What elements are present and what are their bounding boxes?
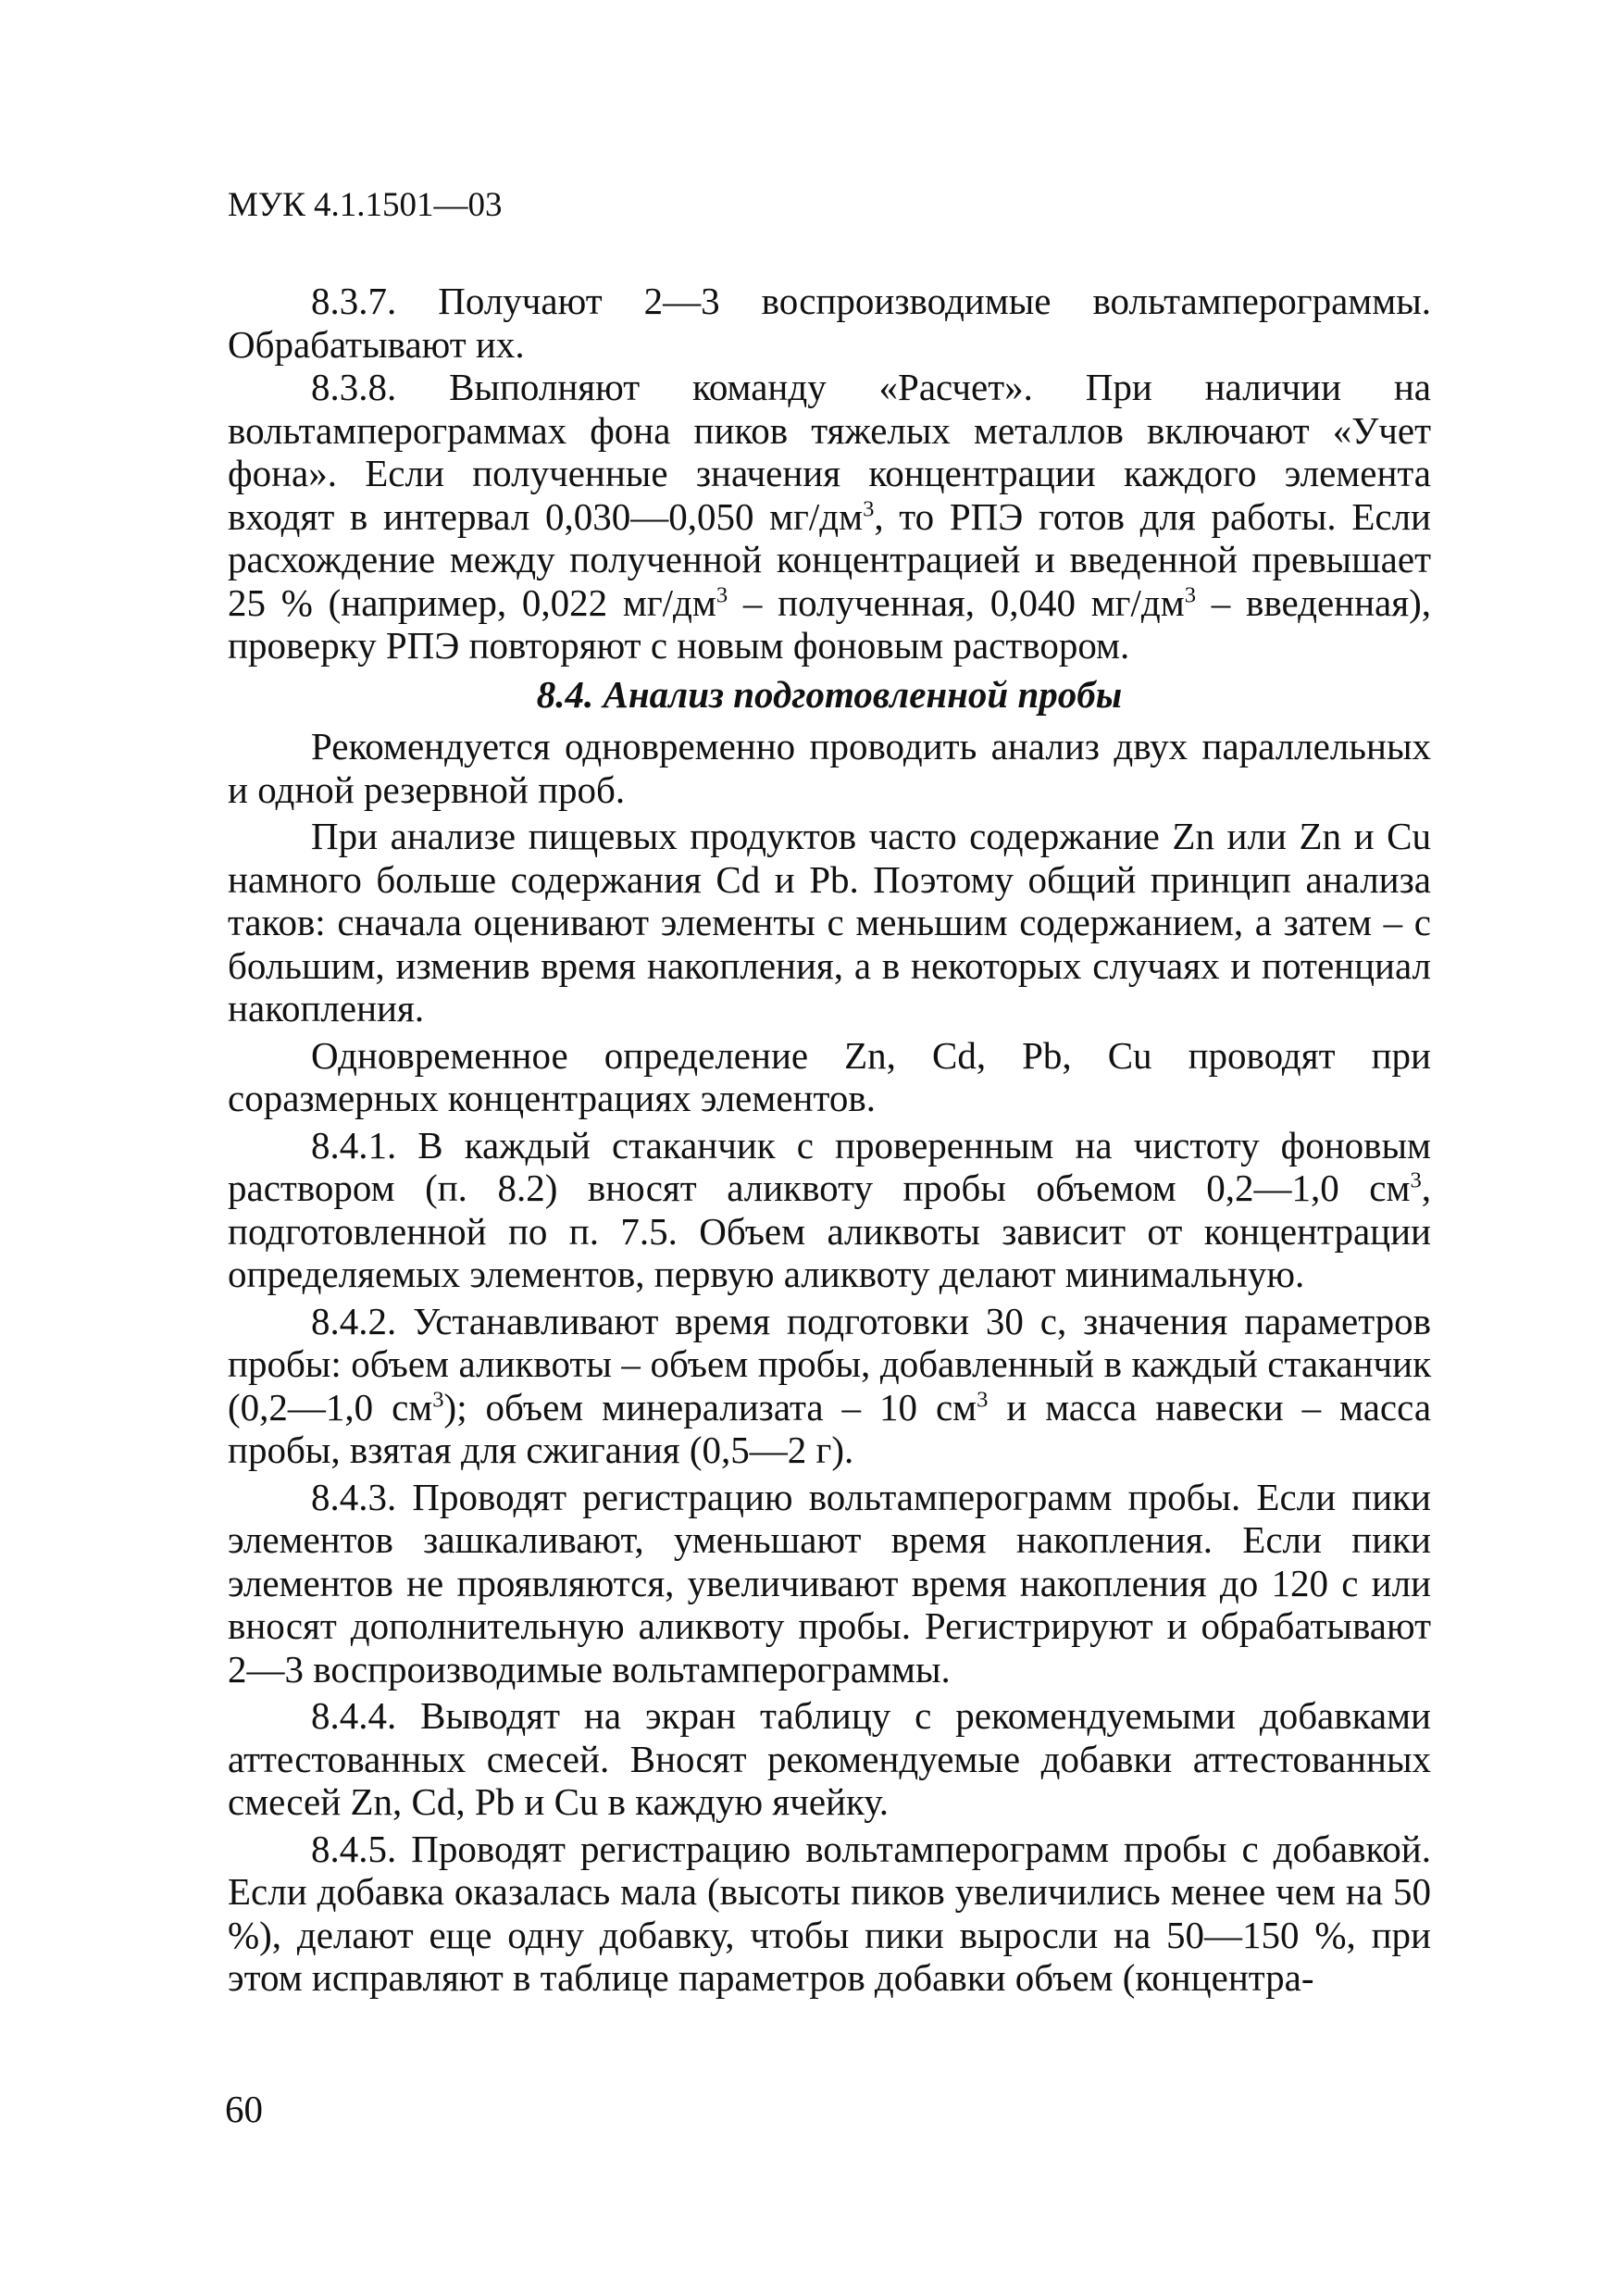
paragraph-8-4-1 [228,1124,1431,1296]
superscript: 3 [432,1386,444,1412]
superscript: 3 [1410,1167,1422,1193]
paragraph-recommendation: Рекомендуется одновременно проводить анализ двух параллельных и одной резервной проб. [228,725,1431,811]
text-run: 8.4.2. Устанавливают время подготовки 30 с, значения параметров пробы: объем аликвоты – объем пробы, добавленный в каждый стаканчик (0,2—1,0 см [228,1299,1431,1429]
page-body [228,185,1431,2000]
running-header: МУК 4.1.1501—03 [228,186,503,224]
text-run: ); объем минерализата – 10 см [443,1385,977,1429]
section-heading: 8.4. Анализ подготовленной пробы [536,672,1123,716]
text-run: и масса навески – масса пробы, взятая для сжигания (0,5—2 г). [228,1385,1432,1471]
superscript: 3 [1184,581,1196,607]
paragraph-8-4-5: 8.4.5. Проводят регистрацию вольтамперограмм пробы с добавкой. Если добавка оказалась мала (высоты пиков увеличились менее чем на 50 %), делают еще одну добавку, чтобы пики выросли на 50—150 %, при этом исправляют в таблице параметров добавки объем (концентра- [228,1827,1431,1999]
text-run: 8.4.1. В каждый стаканчик с проверенным на чистоту фоновым раствором (п. 8.2) вносят аликвоту пробы объемом 0,2—1,0 см [228,1123,1431,1209]
superscript: 3 [716,581,728,607]
superscript: 3 [977,1386,989,1412]
paragraph-8-3-8 [228,366,1431,668]
paragraph-simultaneous: Одновременное определение Zn, Cd, Pb, Cu проводят при соразмерных концентрациях элементов. [228,1033,1431,1119]
text-run: , подготовленной по п. 7.5. Объем аликвоты зависит от концентрации определяемых элементов, первую аликвоту делают минимальную. [228,1167,1431,1295]
text-run: , то РПЭ готов для работы. Если расхождение между полученной концентрацией и введенной превышает 25 % (например, 0,022 мг/дм [228,494,1431,624]
text-run: – введенная), проверку РПЭ повторяют с новым фоновым раствором. [228,580,1432,667]
text-run: 8.3.8. Выполняют команду «Расчет». При наличии на вольтамперограммах фона пиков тяжелых металлов включают «Учет фона». Если полученные значения концентрации каждого элемента входят в интервал 0,030—0,050 мг/дм [228,366,1431,538]
superscript: 3 [863,495,875,521]
page-number: 60 [225,2088,263,2130]
paragraph-food-analysis: При анализе пищевых продуктов часто содержание Zn или Zn и Cu намного больше содержания Cd и Pb. Поэтому общий принцип анализа таков: сначала оценивают элементы с меньшим содержанием, а затем – с большим, изменив время накопления, а в некоторых случаях и потенциал накопления. [228,815,1431,1029]
paragraph-8-4-3: 8.4.3. Проводят регистрацию вольтамперограмм пробы. Если пики элементов зашкаливают, уменьшают время накопления. Если пики элементов не проявляются, увеличивают время накопления до 120 с или вносят дополнительную аликвоту пробы. Регистрируют и обрабатывают 2—3 воспроизводимые вольтамперограммы. [228,1475,1431,1691]
paragraph-8-4-4: 8.4.4. Выводят на экран таблицу с рекомендуемыми добавками аттестованных смесей. Вносят рекомендуемые добавки аттестованных смесей Zn, Cd, Pb и Cu в каждую ячейку. [228,1694,1431,1823]
paragraph-8-4-2 [228,1300,1431,1472]
text-run: – полученная, 0,040 мг/дм [728,580,1185,624]
paragraph-8-3-7: 8.3.7. Получают 2—3 воспроизводимые вольтамперограммы. Обрабатывают их. [228,280,1431,366]
